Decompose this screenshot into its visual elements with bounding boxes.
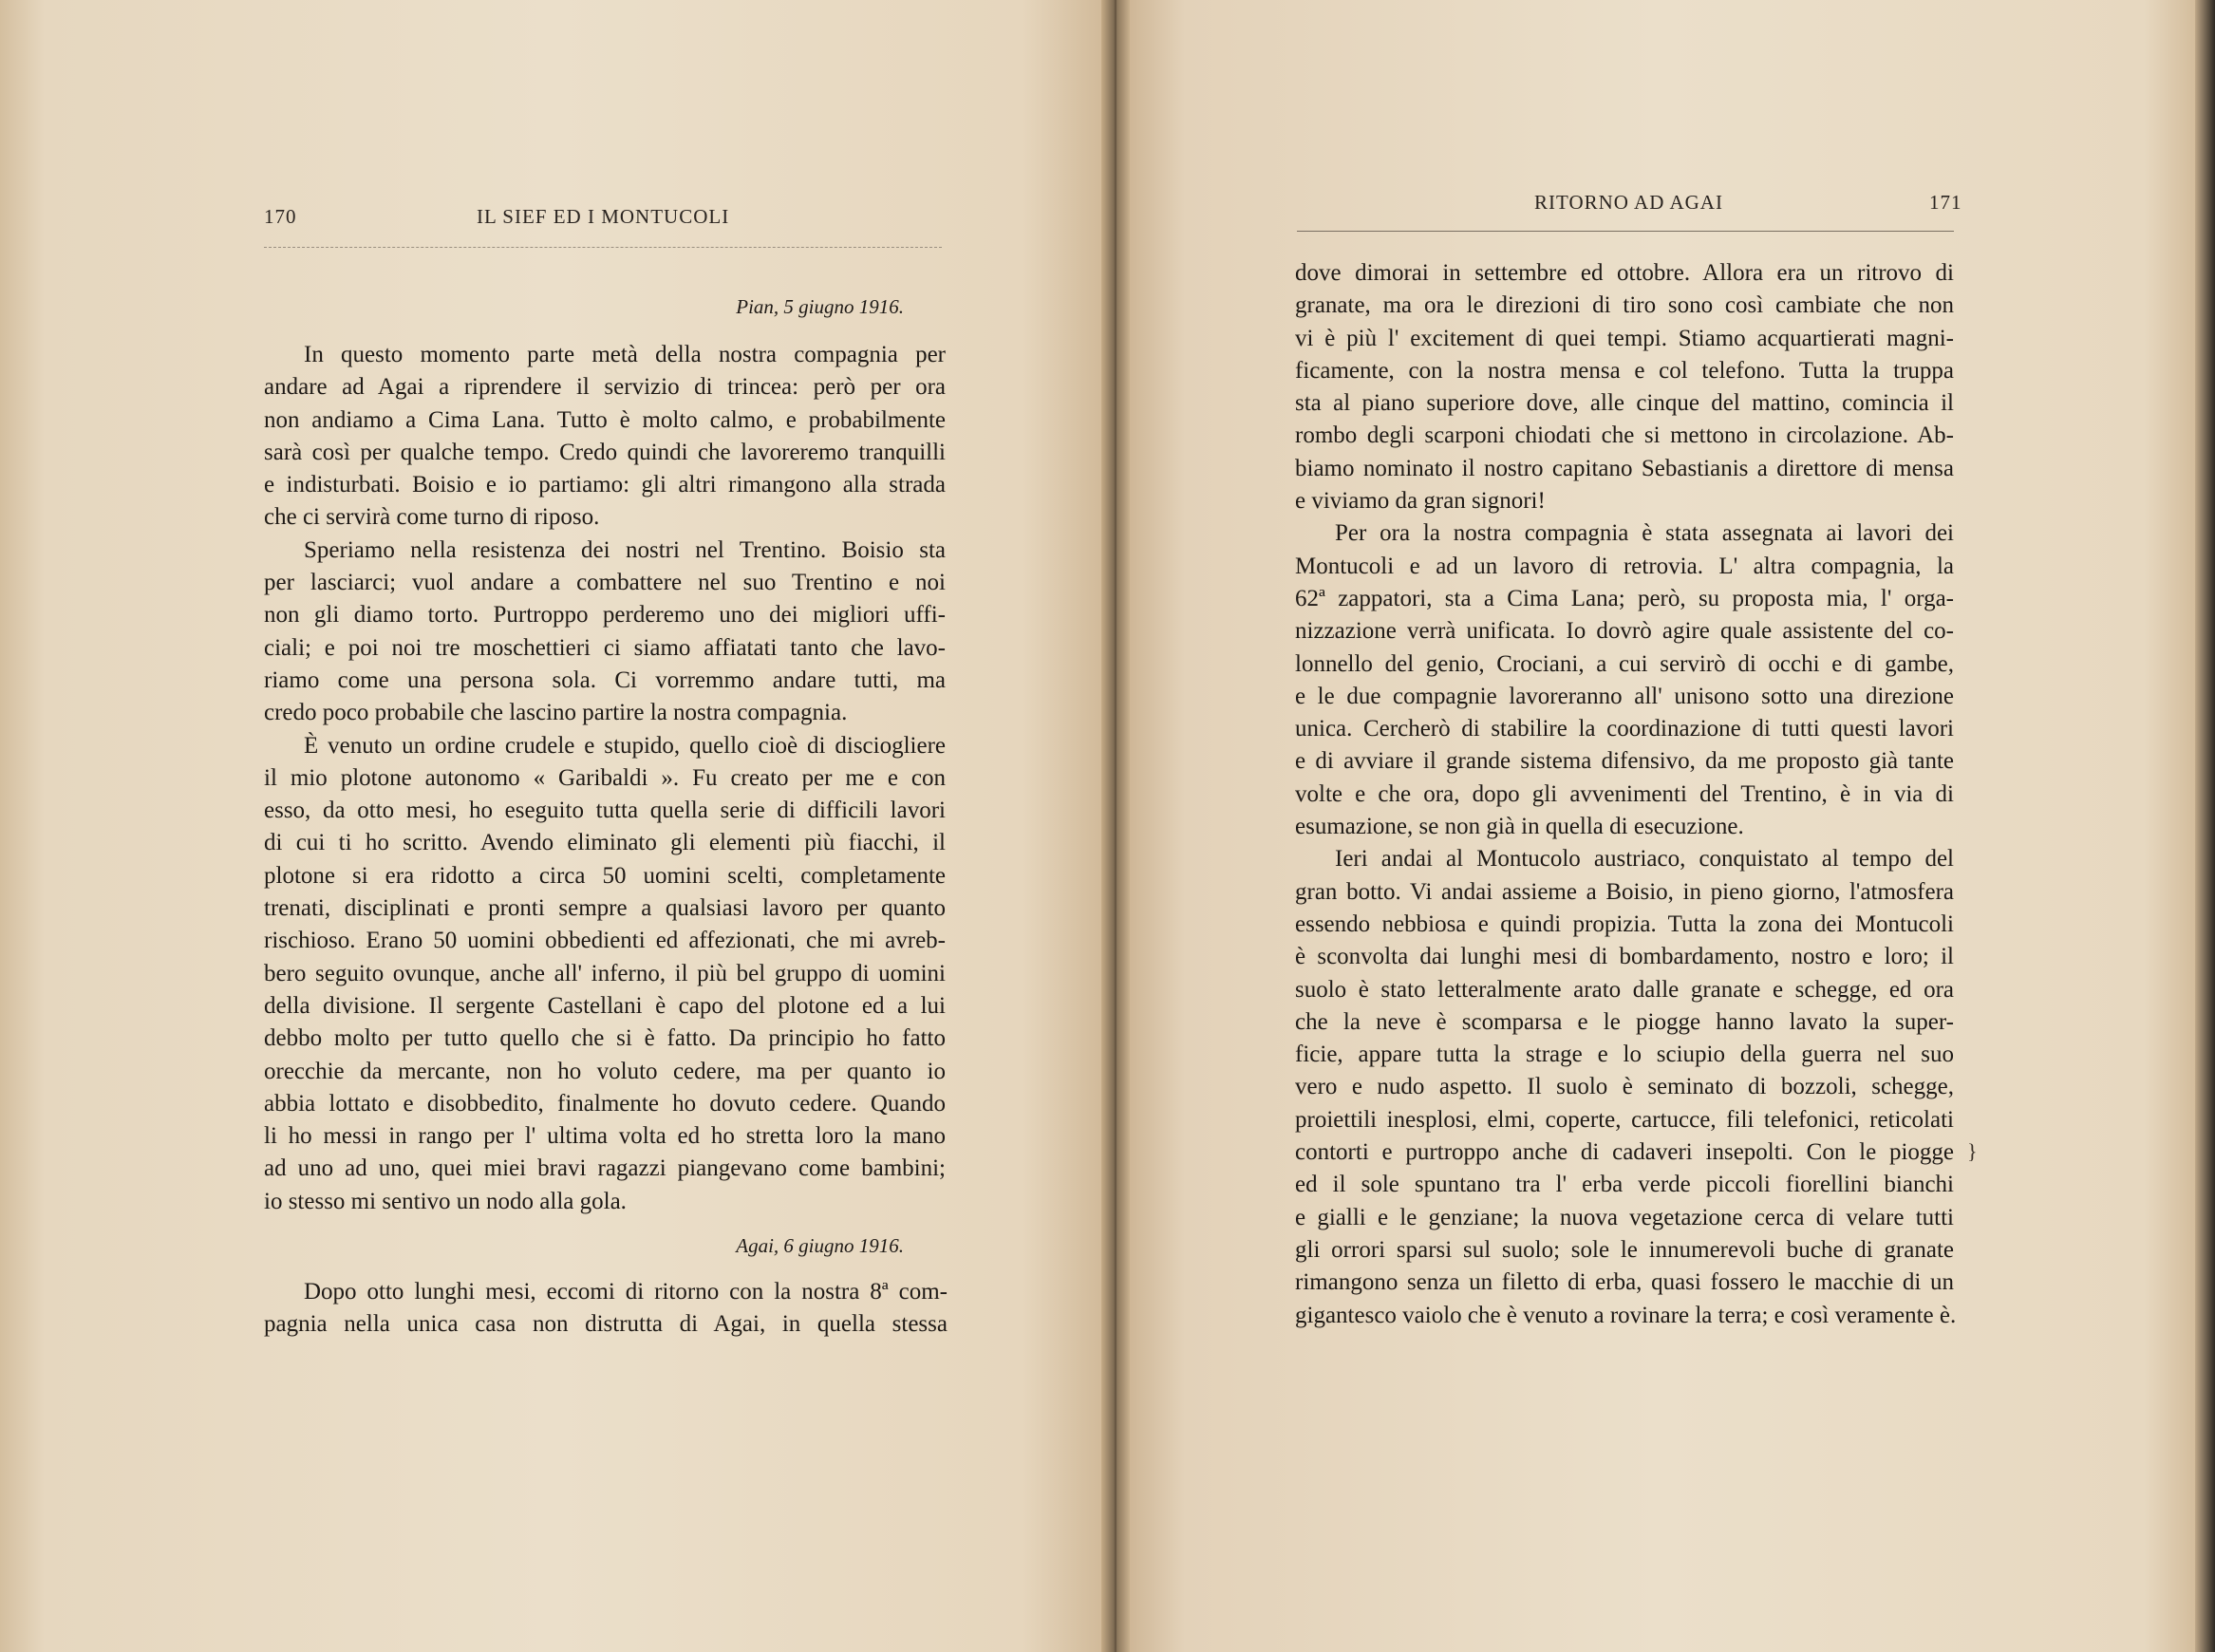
text-line: plotone si era ridotto a circa 50 uomini scelti, completamente [264,862,946,889]
text-line: non andiamo a Cima Lana. Tutto è molto calmo, e probabilmente [264,406,946,433]
text-line: e gialli e le genziane; la nuova vegetazione cerca di velare tutti [1295,1204,1954,1230]
left-dateline-2: Agai, 6 giugno 1916. [736,1234,904,1257]
text-line: il mio plotone autonomo « Garibaldi ». Fu creato per me e con [264,764,946,791]
text-line: credo poco probabile che lascino partire la nostra compagnia. [264,700,848,726]
text-line: volte e che ora, dopo gli avvenimenti del Trentino, è in via di [1295,780,1954,807]
text-line: gigantesco vaiolo che è venuto a rovinare la terra; e così veramente è. [1295,1302,1957,1328]
text-line: rischioso. Erano 50 uomini obbedienti ed affezionati, che mi avreb- [264,928,946,954]
text-line: vero e nudo aspetto. Il suolo è seminato di bozzoli, schegge, [1295,1074,1954,1100]
text-line: ad uno ad uno, quei miei bravi ragazzi piangevano come bambini; [264,1155,946,1182]
text-line: nizzazione verrà unificata. Io dovrò agire quale assistente del co- [1295,618,1954,645]
text-line: ciali; e poi noi tre moschettieri ci siamo affiatati tanto che lavo- [264,634,946,661]
text-line: dove dimorai in settembre ed ottobre. Allora era un ritrovo di [1295,260,1954,286]
text-line: granate, ma ora le direzioni di tiro sono così cambiate che non [1295,292,1954,319]
text-line: gli orrori sparsi sul suolo; sole le innumerevoli buche di granate [1295,1236,1954,1263]
text-line: ficie, appare tutta la strage e lo sciupio della guerra nel suo [1295,1042,1954,1068]
text-line: Speriamo nella resistenza dei nostri nel Trentino. Boisio sta [304,536,946,563]
text-line: e viviamo da gran signori! [1295,488,1546,515]
right-body-block [1295,257,1957,1332]
text-line: suolo è stato letteralmente arato dalle granate e schegge, ed ora [1295,976,1954,1003]
text-line: trenati, disciplinati e pronti sempre a qualsiasi lavoro per quanto [264,895,946,922]
right-page-number: 171 [1929,191,1962,214]
text-line: ed il sole spuntano tra l' erba verde piccoli fiorellini bianchi [1295,1172,1954,1198]
text-line: che ci servirà come turno di riposo. [264,504,600,531]
text-line: e indisturbati. Boisio e io partiamo: gli altri rimangono alla strada [264,472,946,498]
text-line: di cui ti ho scritto. Avendo eliminato gli elementi più fiacchi, il [264,830,946,856]
left-header-rule [264,247,942,248]
text-line: ficamente, con la nostra mensa e col telefono. Tutta la truppa [1295,357,1954,384]
text-line: orecchie da mercante, non ho voluto cedere, ma per quanto io [264,1058,946,1084]
text-line: sarà così per qualche tempo. Credo quindi che lavoreremo tranquilli [264,439,946,465]
book-gutter [1101,0,1130,1652]
text-line: non gli diamo torto. Purtroppo perderemo uno dei migliori uffi- [264,602,946,629]
text-line: debbo molto per tutto quello che si è fatto. Da principio ho fatto [264,1025,946,1052]
left-dateline-1: Pian, 5 giugno 1916. [736,295,904,318]
text-line: abbia lottato e disobbedito, finalmente ho dovuto cedere. Quando [264,1090,946,1117]
text-line: è sconvolta dai lunghi mesi di bombardamento, nostro e loro; il [1295,944,1954,970]
text-line: lonnello del genio, Crociani, a cui servirò di occhi e di gambe, [1295,650,1954,677]
margin-mark: } [1967,1139,1978,1163]
text-line: rombo degli scarponi chiodati che si mettono in circolazione. Ab- [1295,422,1954,449]
text-line: gran botto. Vi andai assieme a Boisio, in pieno giorno, l'atmosfera [1295,878,1954,905]
text-line: della divisione. Il sergente Castellani è capo del plotone ed a lui [264,992,946,1019]
text-line: sta al piano superiore dove, alle cinque del mattino, comincia il [1295,390,1954,417]
text-line: proiettili inesplosi, elmi, coperte, cartucce, fili telefonici, reticolati [1295,1106,1954,1133]
left-body-block-1 [264,339,946,1218]
text-line: e le due compagnie lavoreranno all' unisono sotto una direzione [1295,683,1954,709]
text-line: biamo nominato il nostro capitano Sebastianis a direttore di mensa [1295,455,1954,481]
text-line: che la neve è scomparsa e le piogge hanno lavato la super- [1295,1008,1954,1035]
text-line: pagnia nella unica casa non distrutta di Agai, in quella stessa [264,1311,948,1338]
text-line: esumazione, se non già in quella di esecuzione. [1295,814,1744,840]
page-edge [2195,0,2215,1652]
text-line: io stesso mi sentivo un nodo alla gola. [264,1188,627,1214]
left-running-head: IL SIEF ED I MONTUCOLI [477,205,730,228]
text-line: Per ora la nostra compagnia è stata assegnata ai lavori dei [1335,520,1954,547]
text-line: È venuto un ordine crudele e stupido, quello cioè di disciogliere [304,732,946,759]
text-line: e di avviare il grande sistema difensivo, da me proposto già tante [1295,748,1954,775]
text-line: Dopo otto lunghi mesi, eccomi di ritorno con la nostra 8ª com- [304,1279,948,1305]
right-running-head: RITORNO AD AGAI [1534,191,1723,214]
text-line: Ieri andai al Montucolo austriaco, conquistato al tempo del [1335,846,1954,873]
text-line: li ho messi in rango per l' ultima volta ed ho stretta loro la mano [264,1123,946,1150]
text-line: bero seguito ovunque, anche all' inferno, il più bel gruppo di uomini [264,960,946,986]
text-line: riamo come una persona sola. Ci vorremmo andare tutti, ma [264,666,946,693]
text-line: essendo nebbiosa e quindi propizia. Tutta la zona dei Montucoli [1295,910,1954,937]
left-body-block-2 [264,1276,948,1342]
text-line: In questo momento parte metà della nostra compagnia per [304,342,946,367]
left-page-number: 170 [264,205,297,228]
text-line: per lasciarci; vuol andare a combattere nel suo Trentino e noi [264,570,946,596]
text-line: andare ad Agai a riprendere il servizio di trincea: però per ora [264,374,946,401]
text-line: 62ª zappatori, sta a Cima Lana; però, su proposta mia, l' orga- [1295,585,1954,611]
text-line: Montucoli e ad un lavoro di retrovia. L' altra compagnia, la [1295,553,1954,579]
text-line: vi è più l' excitement di quei tempi. Stiamo acquartierati magni- [1295,325,1954,351]
right-header-rule [1297,231,1954,232]
text-line: rimangono senza un filetto di erba, quasi fossero le macchie di un [1295,1269,1954,1296]
text-line: unica. Cercherò di stabilire la coordinazione di tutti questi lavori [1295,716,1954,742]
text-line: esso, da otto mesi, ho eseguito tutta quella serie di difficili lavori [264,798,946,824]
text-line: contorti e purtroppo anche di cadaveri insepolti. Con le piogge [1295,1139,1954,1166]
